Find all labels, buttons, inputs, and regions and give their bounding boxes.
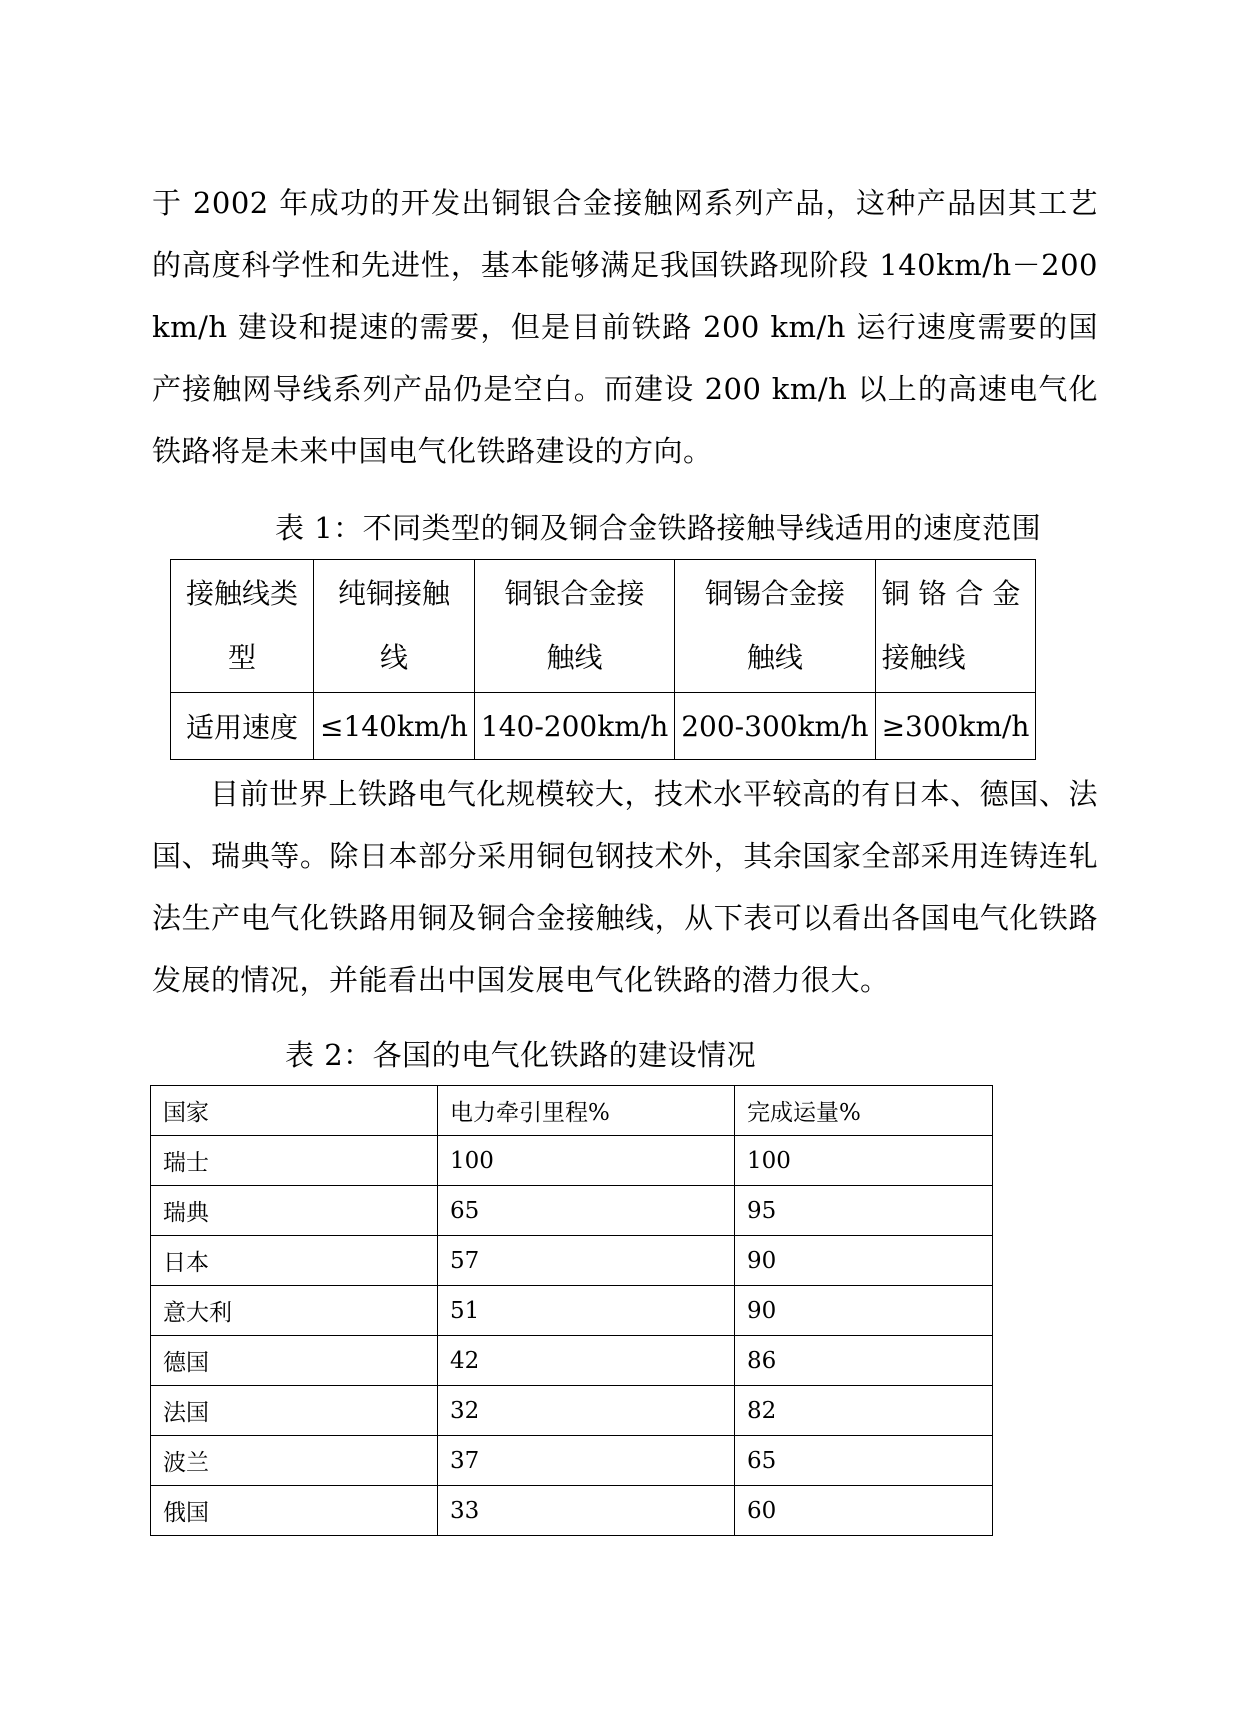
- table1-caption: 表 1：不同类型的铜及铜合金铁路接触导线适用的速度范围: [275, 511, 1042, 545]
- transport-volume-cell: 95: [735, 1186, 993, 1236]
- header-line: 纯铜接触: [337, 577, 450, 610]
- table1-header-cell: [675, 560, 875, 693]
- table1-header-row: [171, 560, 1036, 693]
- traction-mileage-cell: 42: [438, 1336, 735, 1386]
- transport-volume-cell: 82: [735, 1386, 993, 1436]
- table1-header-cell: [474, 560, 674, 693]
- speed-range-table: [170, 559, 1036, 760]
- table1-cell: ≤140km/h: [314, 693, 475, 760]
- transport-volume-cell: 90: [735, 1236, 993, 1286]
- electrification-table: [150, 1085, 993, 1536]
- header-line: 触线: [546, 641, 603, 674]
- table2-header-row: [151, 1086, 993, 1136]
- table1-header-cell: [314, 560, 475, 693]
- table1-cell: 200-300km/h: [675, 693, 875, 760]
- country-cell: 意大利: [151, 1286, 438, 1336]
- header-line: 铜银合金接: [504, 577, 645, 610]
- table1-cell: 适用速度: [171, 693, 314, 760]
- country-cell: 德国: [151, 1336, 438, 1386]
- table-row: [151, 1436, 993, 1486]
- country-cell: 瑞典: [151, 1186, 438, 1236]
- table1-header-cell: [875, 560, 1036, 693]
- header-line: 型: [227, 641, 256, 674]
- table2-header-cell: 电力牵引里程%: [438, 1086, 735, 1136]
- transport-volume-cell: 65: [735, 1436, 993, 1486]
- table1-header-cell: [171, 560, 314, 693]
- traction-mileage-cell: 100: [438, 1136, 735, 1186]
- header-line: 线: [379, 641, 408, 674]
- paragraph-intro: 于 2002 年成功的开发出铜银合金接触网系列产品，这种产品因其工艺的高度科学性和先进性，基本能够满足我国铁路现阶段 140km/h－200 km/h 建设和提速的需要，但是目前铁路 200 km/h 运行速度需要的国产接触网导线系列产品仍是空白。而建设 200 km/h 以上的高速电气化铁路将是未来中国电气化铁路建设的方向。: [152, 186, 1098, 468]
- country-cell: 瑞士: [151, 1136, 438, 1186]
- paragraph-world-status: 目前世界上铁路电气化规模较大，技术水平较高的有日本、德国、法国、瑞典等。除日本部分采用铜包钢技术外，其余国家全部采用连铸连轧法生产电气化铁路用铜及铜合金接触线，从下表可以看出各国电气化铁路发展的情况，并能看出中国发展电气化铁路的潜力很大。: [152, 777, 1098, 997]
- header-line: 接触线: [881, 641, 966, 674]
- table-row: [151, 1486, 993, 1536]
- table1-speed-row: [171, 693, 1036, 760]
- country-cell: 俄国: [151, 1486, 438, 1536]
- table-row: [151, 1336, 993, 1386]
- country-cell: 日本: [151, 1236, 438, 1286]
- table2-header-cell: 完成运量%: [735, 1086, 993, 1136]
- table-row: [151, 1136, 993, 1186]
- table2-caption: 表 2：各国的电气化铁路的建设情况: [285, 1038, 757, 1072]
- transport-volume-cell: 100: [735, 1136, 993, 1186]
- table-row: [151, 1386, 993, 1436]
- table-row: [151, 1286, 993, 1336]
- table1-cell: ≥300km/h: [875, 693, 1036, 760]
- header-line: 铜 铬 合 金: [881, 577, 1021, 610]
- transport-volume-cell: 60: [735, 1486, 993, 1536]
- header-line: 铜锡合金接: [704, 577, 845, 610]
- table1-cell: 140-200km/h: [474, 693, 674, 760]
- country-cell: 波兰: [151, 1436, 438, 1486]
- table-row: [151, 1236, 993, 1286]
- transport-volume-cell: 86: [735, 1336, 993, 1386]
- table-row: [151, 1186, 993, 1236]
- country-cell: 法国: [151, 1386, 438, 1436]
- header-line: 接触线类: [185, 577, 298, 610]
- traction-mileage-cell: 57: [438, 1236, 735, 1286]
- traction-mileage-cell: 33: [438, 1486, 735, 1536]
- traction-mileage-cell: 37: [438, 1436, 735, 1486]
- table2-header-cell: 国家: [151, 1086, 438, 1136]
- traction-mileage-cell: 32: [438, 1386, 735, 1436]
- traction-mileage-cell: 51: [438, 1286, 735, 1336]
- header-line: 触线: [746, 641, 803, 674]
- transport-volume-cell: 90: [735, 1286, 993, 1336]
- traction-mileage-cell: 65: [438, 1186, 735, 1236]
